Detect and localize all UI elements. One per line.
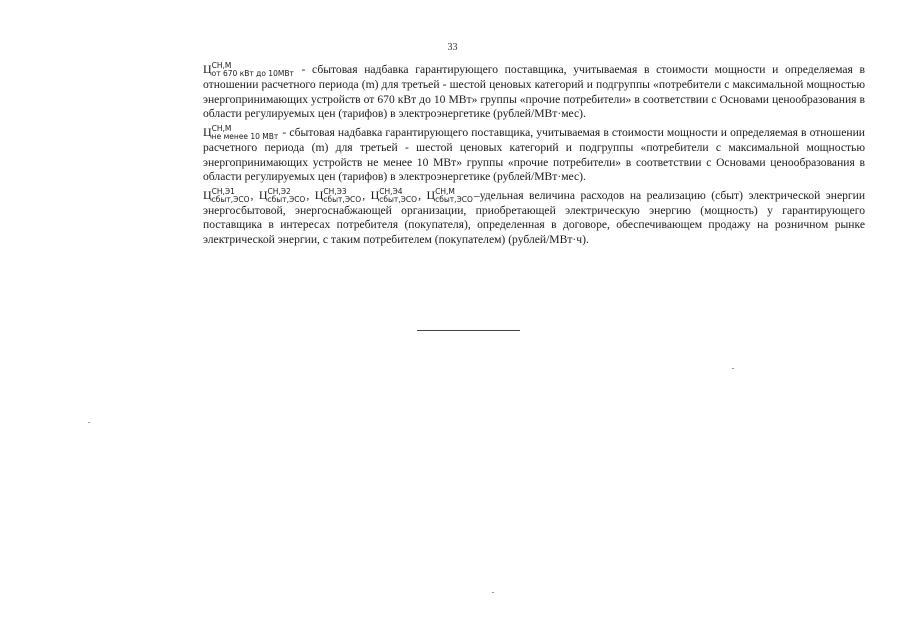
- formula-symbol: Ц СН,М сбыт,ЭСО: [426, 187, 473, 205]
- scan-speck: [88, 422, 90, 423]
- scan-speck: [492, 592, 494, 593]
- definition-paragraph-2: [203, 125, 865, 184]
- formula-symbol: Ц СН,М не менее 10 МВт: [203, 124, 279, 142]
- end-separator-line: [417, 330, 520, 331]
- document-body: [203, 62, 865, 251]
- definition-text: –удельная величина расходов на реализацию (сбыт) электрической энергии энергосбытовой, энергоснабжающей организации, приобретающей электрическую энергию (мощность) у гарантирующего поставщика в интересах потребителя (покупателя), определенная в договоре, обеспечивающем продажу на розничном рынке электрической энергии, с таким потребителем (покупателем) (рублей/МВт·ч).: [203, 188, 866, 246]
- formula-symbol: Ц СН,Э1 сбыт,ЭСО: [203, 187, 250, 205]
- formula-symbol: Ц СН,Э2 сбыт,ЭСО: [258, 187, 306, 205]
- definition-paragraph-1: [203, 62, 865, 121]
- definition-text: - сбытовая надбавка гарантирующего поставщика, учитываемая в стоимости мощности и определяемая в отношении расчетного периода (m) для третьей - шестой ценовых категорий и подгруппы «потребители с максимальной мощностью энергопринимающих устройств не менее 10 МВт» группы «прочие потребители» в соответствии с Основами ценообразования в области регулируемых цен (тарифов) в электроэнергетике (рублей/МВт·мес).: [203, 125, 865, 183]
- definition-text: - сбытовая надбавка гарантирующего поставщика, учитываемая в стоимости мощности и определяемая в отношении расчетного периода (m) для третьей - шестой ценовых категорий и подгруппы «потребители с максимальной мощностью энергопринимающих устройств от 670 кВт до 10 МВт» группы «прочие потребители» в соответствии с Основами ценообразования в области регулируемых цен (тарифов) в электроэнергетике (рублей/МВт·мес).: [203, 63, 865, 120]
- page-number: 33: [447, 42, 458, 53]
- definition-paragraph-3: Ц СН,Э1 сбыт,ЭСО , Ц СН,Э2 сбыт,ЭСО , Ц СН,Э3 сбыт,ЭСО , Ц СН,Э4 сбыт,ЭСО , Ц СН,М сбыт,ЭСО –удельная величина расходов на реализацию (сбыт) электрической энергии энергосбытовой, энергоснабжающей организации, приобретающей электрическую энергию (мощность) у гарантирующего поставщика в интересах потребителя (покупателя), определенная в договоре, обеспечивающем продажу на розничном рынке электрической энергии, с таким потребителем (покупателем) (рублей/МВт·ч).: [203, 187, 866, 246]
- formula-symbol: Ц СН,М от 670 кВт до 10МВт: [203, 61, 294, 79]
- scan-speck: [732, 368, 734, 369]
- formula-symbol: Ц СН,Э4 сбыт,ЭСО: [370, 187, 418, 205]
- formula-symbol: Ц СН,Э3 сбыт,ЭСО: [314, 187, 362, 205]
